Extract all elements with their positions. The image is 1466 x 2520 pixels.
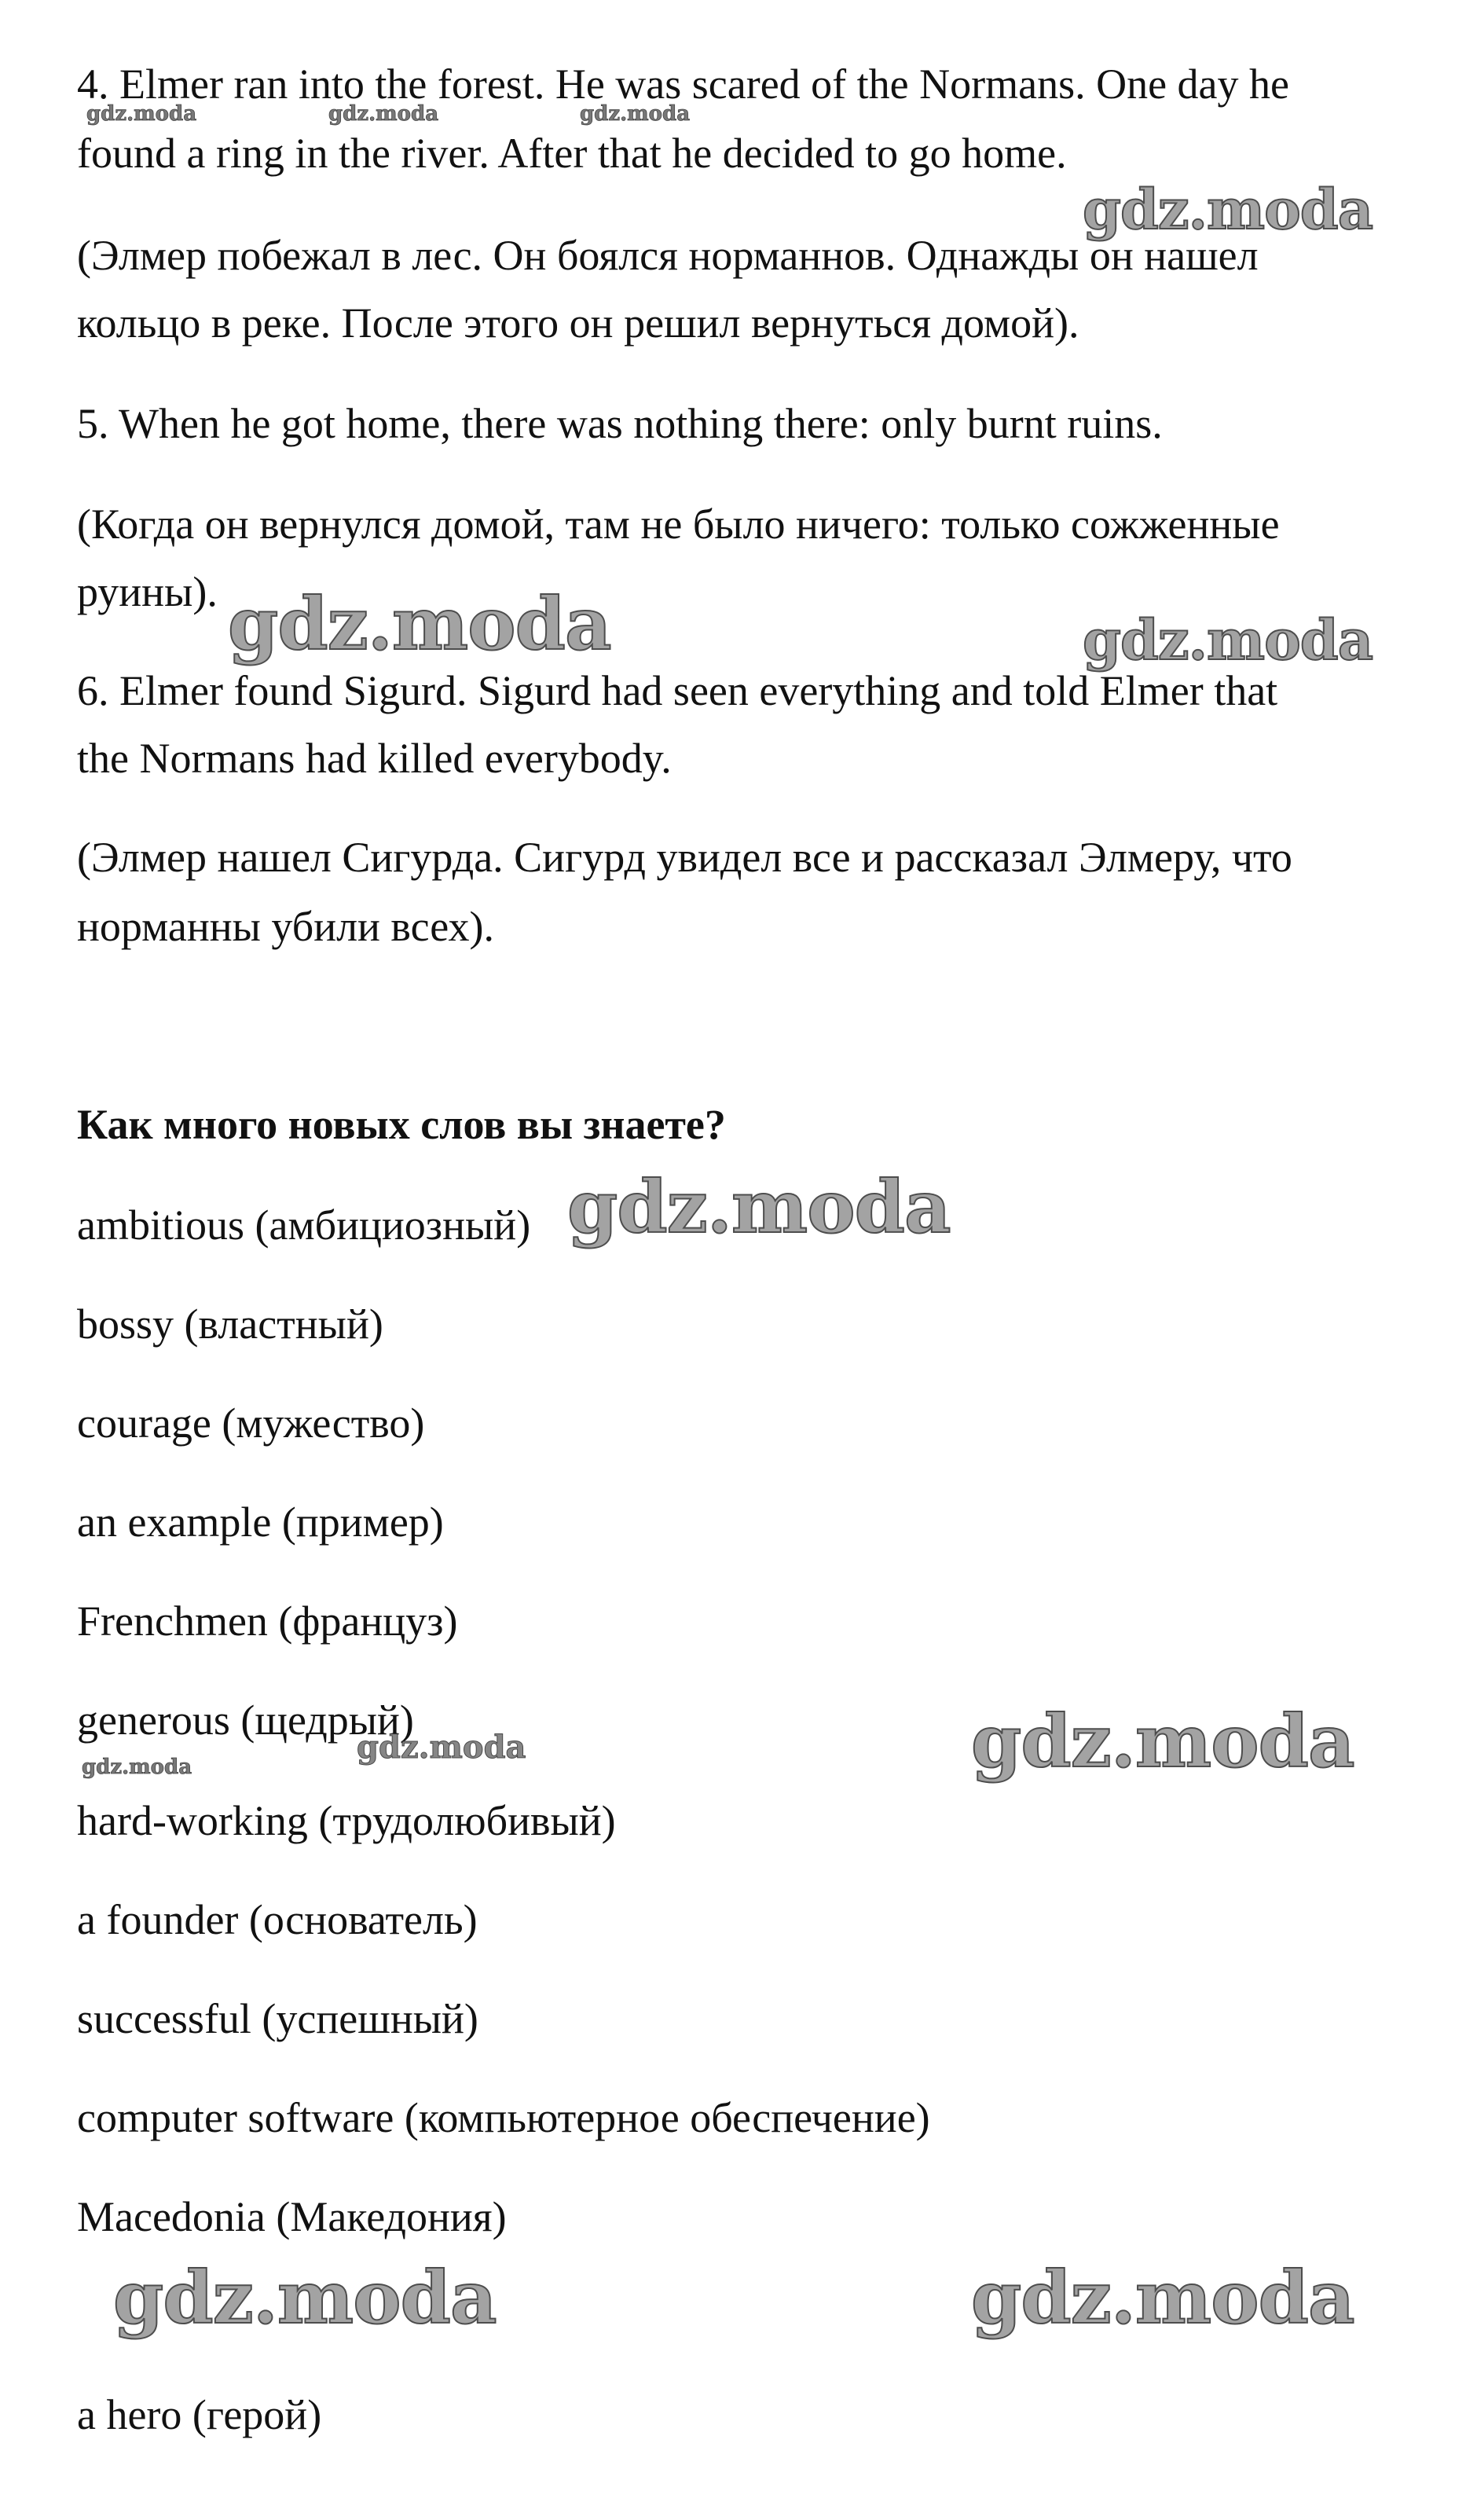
watermark: gdz.moda bbox=[228, 581, 611, 666]
vocab-item: bossy (властный) bbox=[77, 1300, 383, 1348]
vocab-item: Macedonia (Македония) bbox=[77, 2193, 507, 2240]
p5-russian-line-2: руины). bbox=[77, 568, 218, 615]
p5-english-line: 5. When he got home, there was nothing there: only burnt ruins. bbox=[77, 400, 1163, 447]
vocab-item: successful (успешный) bbox=[77, 1995, 478, 2042]
watermark: gdz.moda bbox=[86, 102, 197, 126]
watermark: gdz.moda bbox=[357, 1729, 526, 1766]
watermark: gdz.moda bbox=[82, 1755, 192, 1779]
watermark: gdz.moda bbox=[580, 102, 691, 126]
watermark: gdz.moda bbox=[1083, 177, 1373, 242]
p5-russian-line-1: (Когда он вернулся домой, там не было ничего: только сожженные bbox=[77, 501, 1280, 548]
vocab-item: ambitious (амбициозный) bbox=[77, 1201, 531, 1249]
vocab-item: hard-working (трудолюбивый) bbox=[77, 1797, 616, 1844]
p6-english-line-2: the Normans had killed everybody. bbox=[77, 735, 672, 782]
p4-english-line-2: found a ring in the river. After that he decided to go home. bbox=[77, 130, 1067, 177]
vocab-item: an example (пример) bbox=[77, 1498, 444, 1546]
vocab-item: a founder (основатель) bbox=[77, 1896, 478, 1943]
vocab-item: generous (щедрый) bbox=[77, 1697, 414, 1744]
watermark: gdz.moda bbox=[1083, 607, 1373, 673]
p4-russian-line-2: кольцо в реке. После этого он решил вернуться домой). bbox=[77, 299, 1079, 347]
vocabulary-heading: Как много новых слов вы знаете? bbox=[77, 1101, 726, 1148]
watermark: gdz.moda bbox=[971, 2255, 1354, 2340]
vocab-item: courage (мужество) bbox=[77, 1399, 425, 1447]
vocab-item: computer software (компьютерное обеспечение) bbox=[77, 2094, 930, 2141]
p6-english-line-1: 6. Elmer found Sigurd. Sigurd had seen everything and told Elmer that bbox=[77, 667, 1278, 714]
p6-russian-line-1: (Элмер нашел Сигурда. Сигурд увидел все и рассказал Элмеру, что bbox=[77, 834, 1292, 881]
watermark: gdz.moda bbox=[567, 1165, 951, 1249]
watermark: gdz.moda bbox=[971, 1699, 1354, 1784]
watermark: gdz.moda bbox=[328, 102, 439, 126]
vocab-item: a hero (герой) bbox=[77, 2391, 322, 2438]
p6-russian-line-2: норманны убили всех). bbox=[77, 903, 494, 950]
p4-russian-line-1: (Элмер побежал в лес. Он боялся норманнов. Однажды он нашел bbox=[77, 232, 1259, 279]
watermark: gdz.moda bbox=[113, 2255, 497, 2340]
p4-english-line-1: 4. Elmer ran into the forest. He was scared of the Normans. One day he bbox=[77, 61, 1289, 108]
vocab-item: Frenchmen (француз) bbox=[77, 1597, 458, 1645]
